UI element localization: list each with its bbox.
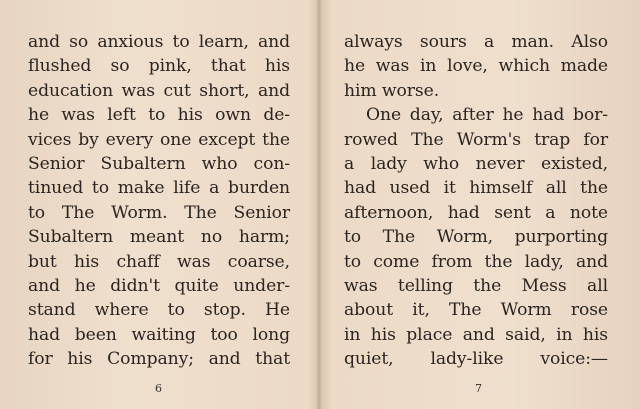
- right-page: [320, 0, 640, 409]
- text-line: and so anxious to learn, and: [28, 32, 290, 52]
- left-page-text: [28, 30, 290, 371]
- text-line: a lady who never existed,: [344, 153, 608, 174]
- text-line: him worse.: [344, 80, 440, 101]
- text-line: was telling the Mess all: [344, 275, 608, 296]
- left-page: [0, 0, 318, 409]
- page-number: 6: [155, 382, 162, 395]
- text-line: about it, The Worm rose: [344, 300, 608, 321]
- page-number: 7: [475, 382, 482, 395]
- text-line: Senior Subaltern who con-: [28, 153, 290, 174]
- text-line: for his Company; and that: [28, 349, 290, 370]
- right-page-text: [344, 30, 608, 371]
- text-line: to The Worm, purporting: [344, 227, 608, 248]
- text-line: education was cut short, and: [28, 80, 290, 101]
- text-line: to come from the lady, and: [344, 251, 608, 272]
- text-line: One day, after he had bor-: [366, 105, 608, 126]
- text-line: stand where to stop. He: [28, 300, 290, 321]
- text-line: had used it himself all the: [344, 178, 608, 199]
- text-line: but his chaff was coarse,: [28, 251, 290, 272]
- text-line: he was in love, which made: [344, 56, 608, 77]
- text-line: he was left to his own de-: [28, 105, 290, 126]
- text-line: had been waiting too long: [28, 324, 290, 345]
- text-line: vices by every one except the: [28, 129, 290, 150]
- text-line: to The Worm. The Senior: [28, 202, 290, 223]
- text-line: tinued to make life a burden: [28, 178, 290, 199]
- text-line: flushed so pink, that his: [28, 56, 290, 77]
- text-line: and he didn't quite under-: [28, 275, 290, 296]
- text-line: afternoon, had sent a note: [344, 202, 608, 223]
- text-line: quiet, lady-like voice:—: [344, 349, 608, 370]
- text-line: always sours a man. Also: [344, 32, 608, 52]
- text-line: rowed The Worm's trap for: [344, 129, 608, 150]
- text-line: in his place and said, in his: [344, 324, 608, 345]
- text-line: Subaltern meant no harm;: [28, 227, 290, 248]
